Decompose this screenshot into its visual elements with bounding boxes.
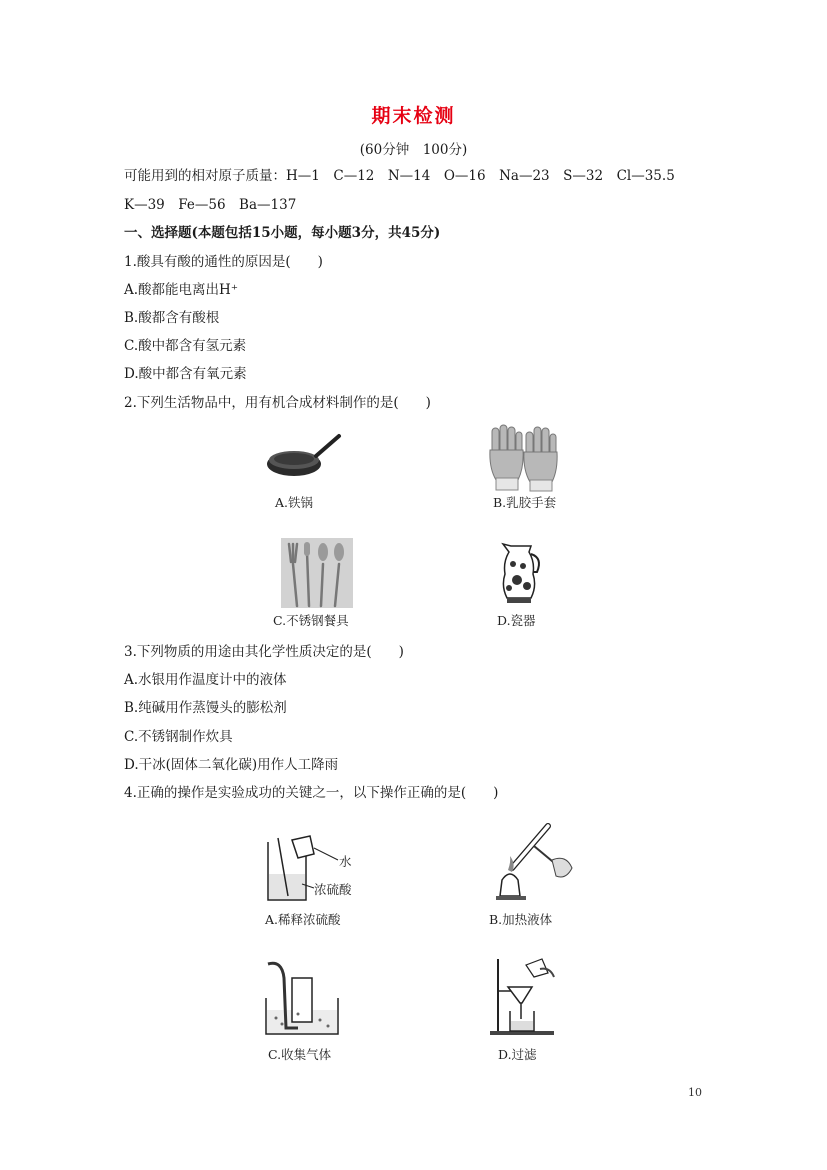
atomic-masses-line2: K—39 Fe—56 Ba—137 [124, 197, 297, 213]
q4-stem: 4.正确的操作是实验成功的关键之一，以下操作正确的是( ) [124, 785, 499, 801]
q4-caption-d: D.过滤 [498, 1047, 537, 1062]
gas-collection-diagram [262, 958, 342, 1038]
q4-label-water: 水 [339, 854, 352, 869]
heating-liquid-diagram [486, 820, 586, 902]
q3-option-d: D.干冰(固体二氧化碳)用作人工降雨 [124, 757, 339, 773]
section-heading: 一、选择题(本题包括15小题，每小题3分，共45分) [124, 225, 441, 241]
q4-caption-c: C.收集气体 [268, 1047, 332, 1062]
exam-duration: (60分钟 100分) [359, 142, 468, 158]
q2-caption-b: B.乳胶手套 [493, 495, 557, 510]
q2-caption-a: A.铁锅 [275, 495, 314, 510]
page-number: 10 [688, 1086, 702, 1099]
latex-gloves-image [486, 424, 562, 492]
q2-caption-c: C.不锈钢餐具 [273, 613, 349, 628]
filtration-diagram [488, 955, 558, 1037]
atomic-masses-line1: 可能用到的相对原子质量：H—1 C—12 N—14 O—16 Na—23 S—32 Cl—35.5 [124, 168, 675, 184]
porcelain-jug-image [497, 542, 545, 606]
wok-image [262, 430, 342, 482]
q4-caption-b: B.加热液体 [489, 912, 553, 927]
page-title: 期末检测 [371, 105, 456, 127]
q3-option-c: C.不锈钢制作炊具 [124, 729, 233, 745]
q1-option-d: D.酸中都含有氧元素 [124, 366, 247, 382]
q2-stem: 2.下列生活物品中，用有机合成材料制作的是( ) [124, 395, 431, 411]
q4-caption-a: A.稀释浓硫酸 [265, 912, 341, 927]
q1-option-a: A.酸都能电离出H⁺ [124, 282, 238, 298]
q3-option-b: B.纯碱用作蒸馒头的膨松剂 [124, 700, 287, 716]
q1-option-b: B.酸都含有酸根 [124, 310, 220, 326]
q3-stem: 3.下列物质的用途由其化学性质决定的是( ) [124, 644, 404, 660]
stainless-cutlery-image [281, 538, 353, 608]
q1-stem: 1.酸具有酸的通性的原因是( ) [124, 254, 323, 270]
q2-caption-d: D.瓷器 [497, 613, 536, 628]
q1-option-c: C.酸中都含有氢元素 [124, 338, 247, 354]
q3-option-a: A.水银用作温度计中的液体 [124, 672, 287, 688]
q4-label-acid: 浓硫酸 [314, 882, 352, 897]
